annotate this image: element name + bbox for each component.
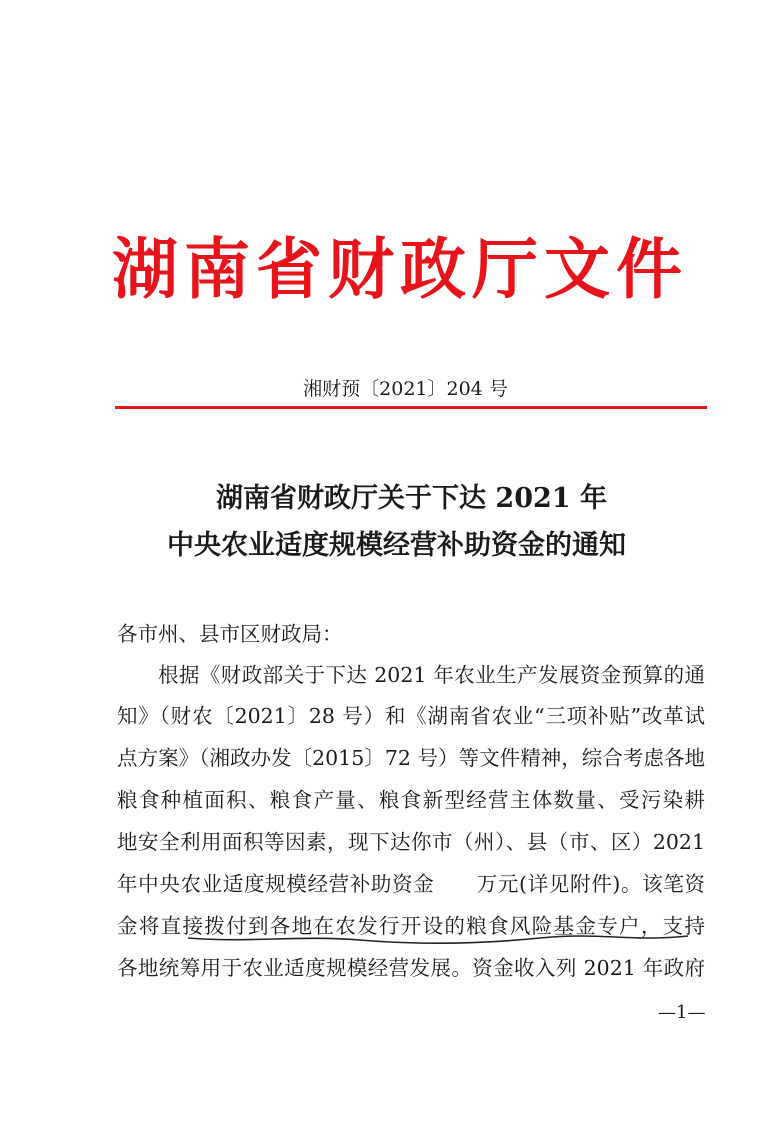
notice-title-line-2: 中央农业适度规模经营补助资金的通知 xyxy=(167,530,626,561)
salutation: 各市州、县市区财政局： xyxy=(117,622,343,646)
body-line: 各地统筹用于农业适度规模经营发展。资金收入列 2021 年政府 xyxy=(117,956,705,980)
body-line: 知》（财农〔2021〕28 号）和《湖南省农业“三项补贴”改革试 xyxy=(117,704,705,728)
body-line: 点方案》（湘政办发〔2015〕72 号）等文件精神，综合考虑各地 xyxy=(117,746,705,770)
body-line: 粮食种植面积、粮食产量、粮食新型经营主体数量、受污染耕 xyxy=(117,788,705,812)
body-line: 根据《财政部关于下达 2021 年农业生产发展资金预算的通 xyxy=(158,663,705,687)
notice-title-line-1: 湖南省财政厅关于下达 2021 年 xyxy=(216,483,607,514)
body-line: 金将直接拨付到各地在农发行开设的粮食风险基金专户，支持 xyxy=(117,914,705,938)
page-number: —1— xyxy=(658,1002,706,1023)
document-number: 湘财预〔2021〕204 号 xyxy=(303,378,508,400)
document-header-title: 湖南省财政厅文件 xyxy=(112,231,684,308)
body-line: 地安全利用面积等因素，现下达你市（州）、县（市、区）2021 xyxy=(117,830,705,854)
body-line: 年中央农业适度规模经营补助资金 万元(详见附件)。该笔资 xyxy=(117,872,705,896)
